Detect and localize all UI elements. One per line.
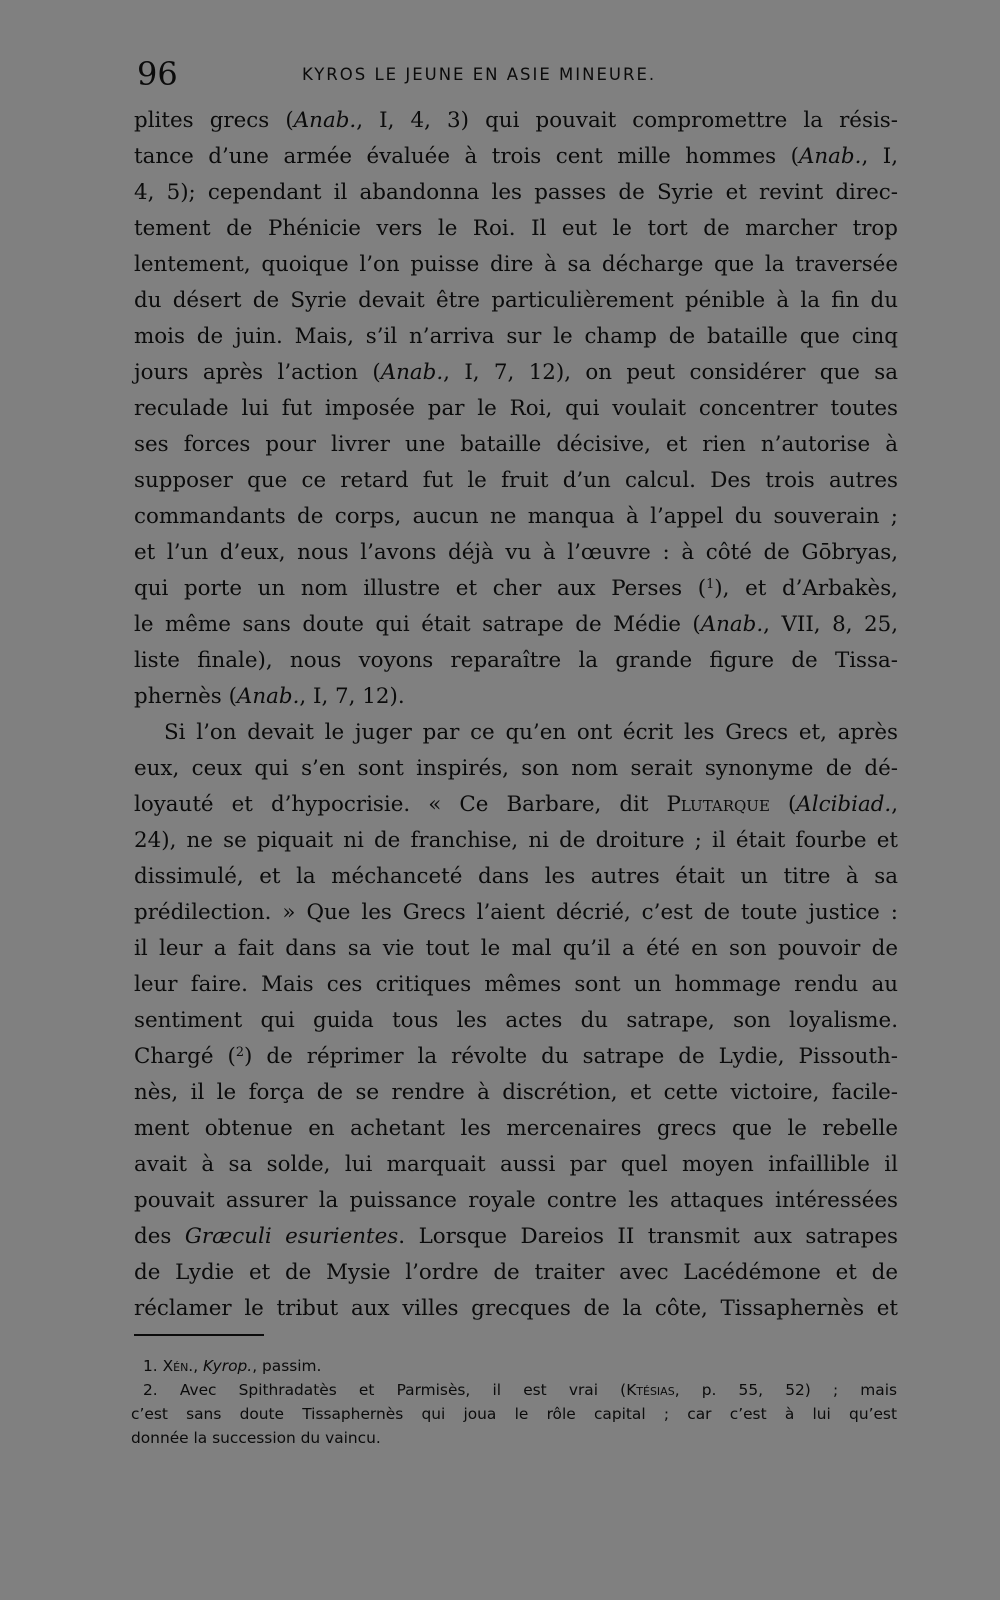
text-line-25: leur faire. Mais ces critiques mêmes sont un hommage rendu au: [134, 972, 898, 997]
text-line-30: avait à sa solde, lui marquait aussi par quel moyen infaillible il: [134, 1152, 898, 1177]
text-line-9: reculade lui fut imposée par le Roi, qui voulait concentrer toutes: [134, 396, 898, 421]
text-line-12: commandants de corps, aucun ne manqua à l’appel du souverain ;: [134, 504, 898, 529]
text-line-27: Chargé ($^2$) de réprimer la révolte du satrape de Lydie, Pissouth-: [134, 1044, 898, 1069]
page-number: 96: [137, 55, 178, 93]
text-line-16: liste finale), nous voyons reparaître la grande figure de Tissa-: [134, 648, 898, 673]
text-line-6: du désert de Syrie devait être particulièrement pénible à la fin du: [134, 288, 898, 313]
text-line-24: il leur a fait dans sa vie tout le mal qu’il a été en son pouvoir de: [134, 936, 898, 961]
text-line-8: jours après l’action (Anab., I, 7, 12), on peut considérer que sa: [134, 360, 898, 385]
footnote-1: 1. Xén., Kyrop., passim.: [143, 1357, 322, 1375]
text-line-17: phernès (Anab., I, 7, 12).: [134, 684, 405, 709]
text-line-10: ses forces pour livrer une bataille décisive, et rien n’autorise à: [134, 432, 898, 457]
text-line-29: ment obtenue en achetant les mercenaires grecs que le rebelle: [134, 1116, 898, 1141]
text-line-31: pouvait assurer la puissance royale contre les attaques intéressées: [134, 1188, 898, 1213]
text-line-19: eux, ceux qui s’en sont inspirés, son nom serait synonyme de dé-: [134, 756, 898, 781]
footnote-ref-2: 2: [235, 1044, 245, 1060]
text-line-34: réclamer le tribut aux villes grecques de la côte, Tissaphernès et: [134, 1296, 898, 1321]
text-line-22: dissimulé, et la méchanceté dans les autres était un titre à sa: [134, 864, 898, 889]
text-line-18: Si l’on devait le juger par ce qu’en ont écrit les Grecs et, après: [164, 720, 898, 745]
text-line-2: tance d’une armée évaluée à trois cent mille hommes (Anab., I,: [134, 144, 898, 169]
body-text: [134, 103, 898, 1327]
text-line-1: plites grecs (Anab., I, 4, 3) qui pouvait compromettre la résis-: [134, 108, 898, 133]
text-line-21: 24), ne se piquait ni de franchise, ni de droiture ; il était fourbe et: [134, 828, 898, 853]
text-line-11: supposer que ce retard fut le fruit d’un calcul. Des trois autres: [134, 468, 898, 493]
running-head: KYROS LE JEUNE EN ASIE MINEURE.: [302, 65, 657, 84]
author-name: Plutarque: [666, 792, 770, 817]
footnote-2-line-3: donnée la succession du vaincu.: [131, 1429, 381, 1447]
text-line-14: qui porte un nom illustre et cher aux Perses ($^1$), et d’Arbakès,: [134, 576, 898, 601]
footnote-2-line-2: c’est sans doute Tissaphernès qui joua le rôle capital ; car c’est à lui qu’est: [131, 1405, 897, 1423]
text-line-20: loyauté et d’hypocrisie. « Ce Barbare, dit Plutarque (Alcibiad.,: [134, 792, 898, 817]
footnote-divider: [134, 1334, 264, 1336]
text-line-3: 4, 5); cependant il abandonna les passes de Syrie et revint direc-: [134, 180, 898, 205]
text-line-32: des Græculi esurientes. Lorsque Dareios II transmit aux satrapes: [134, 1224, 898, 1249]
text-line-13: et l’un d’eux, nous l’avons déjà vu à l’œuvre : à côté de Gōbryas,: [134, 540, 898, 565]
page-header: [137, 56, 897, 96]
text-line-33: de Lydie et de Mysie l’ordre de traiter avec Lacédémone et de: [134, 1260, 898, 1285]
text-line-7: mois de juin. Mais, s’il n’arriva sur le champ de bataille que cinq: [134, 324, 898, 349]
text-line-5: lentement, quoique l’on puisse dire à sa décharge que la traversée: [134, 252, 898, 277]
text-line-23: prédilection. » Que les Grecs l’aient décrié, c’est de toute justice :: [134, 900, 898, 925]
text-line-28: nès, il le força de se rendre à discrétion, et cette victoire, facile-: [134, 1080, 898, 1105]
footnote-2-line-1: 2. Avec Spithradatès et Parmisès, il est vrai (Ktésias, p. 55, 52) ; mais: [143, 1381, 898, 1399]
footnote-ref-1: 1: [706, 576, 715, 592]
footnotes: [131, 1354, 897, 1450]
text-line-15: le même sans doute qui était satrape de Médie (Anab., VII, 8, 25,: [134, 612, 898, 637]
text-line-4: tement de Phénicie vers le Roi. Il eut le tort de marcher trop: [134, 216, 898, 241]
text-line-26: sentiment qui guida tous les actes du satrape, son loyalisme.: [134, 1008, 898, 1033]
